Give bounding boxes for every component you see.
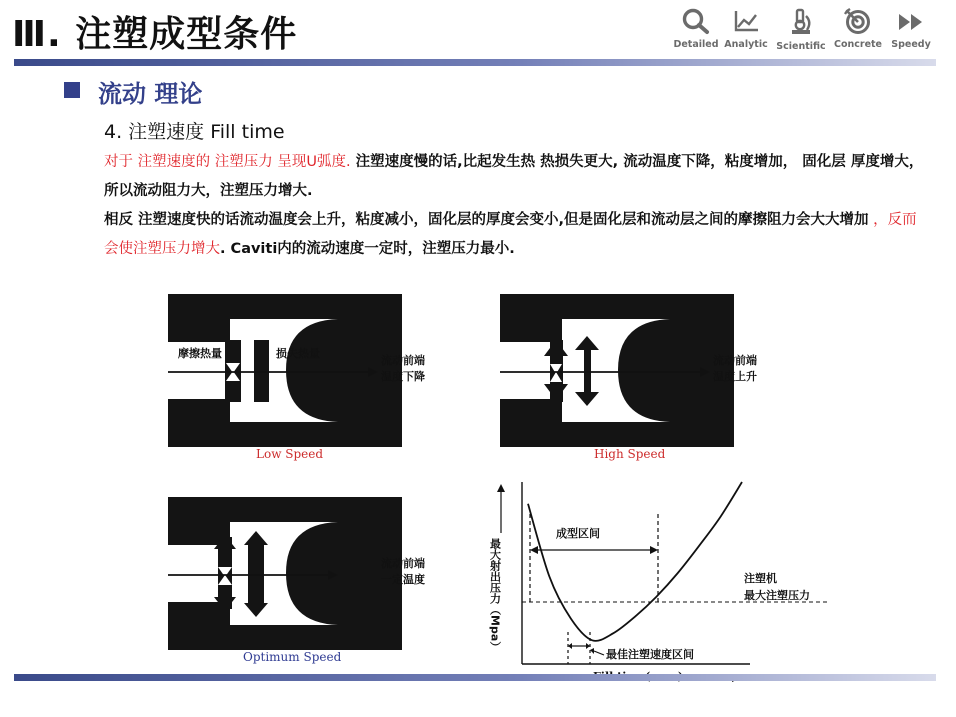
friction-heat-label: 摩擦热量 [178, 347, 222, 360]
high-speed-caption: High Speed [594, 447, 666, 461]
magnifier-icon [681, 8, 711, 34]
optimal-range-label: 最佳注塑速度区间 [606, 648, 694, 661]
header-divider [14, 59, 936, 66]
flow-front-label: 流动前端 [381, 354, 425, 367]
optimum-speed-diagram [168, 497, 425, 651]
low-speed-caption: Low Speed [256, 447, 324, 461]
paragraph-2-body: 相反 注塑速度快的话流动温度会上升，粘度减小，固化层的厚度会变小,但是固化层和流动层之间的摩擦阻力会大大增加 [104, 212, 869, 228]
nav-concrete[interactable] [828, 8, 888, 50]
temp-rise-label: 温度上升 [713, 370, 757, 383]
nav-analytic[interactable] [716, 8, 776, 50]
high-speed-diagram [500, 294, 757, 448]
paragraph-1 [104, 148, 924, 206]
temp-drop-label: 温度下降 [381, 370, 425, 383]
microscope-icon [786, 8, 816, 36]
section-title: 流动 理论 [98, 80, 203, 108]
fast-forward-icon [896, 8, 926, 34]
subsection-title: 4. 注塑速度 Fill time [104, 121, 285, 143]
y-axis-label: 最大射出压力（Mpa） [488, 538, 502, 653]
heat-loss-label: 损失热量 [276, 347, 320, 360]
nav-speedy[interactable] [881, 8, 941, 50]
line-chart-icon [731, 8, 761, 34]
nav-label: Detailed [673, 39, 719, 50]
optimum-speed-caption: Optimum Speed [243, 650, 342, 664]
page-title: Ⅲ. 注塑成型条件 [12, 14, 298, 55]
paragraph-2 [104, 206, 924, 264]
low-speed-diagram [168, 294, 425, 448]
paragraph-1-body: 注塑速度慢的话,比起发生热 热损失更大, 流动温度下降，粘度增加， 固化层 厚度增大，所以流动阻力大，注塑压力增大. [104, 154, 924, 199]
nav-label: Analytic [724, 39, 768, 50]
paragraph-2-tail: . Caviti内的流动速度一定时，注塑压力最小. [220, 241, 515, 257]
paragraph-1-highlight: 对于 注塑速度的 注塑压力 呈现U弧度. [104, 154, 351, 170]
nav-label: Speedy [891, 39, 931, 50]
nav-label: Scientific [776, 41, 826, 52]
pressure-chart [490, 478, 840, 688]
flow-front-label: 流动前端 [713, 354, 757, 367]
target-icon [843, 8, 873, 34]
nav-label: Concrete [833, 39, 882, 50]
machine-label: 注塑机 [744, 572, 777, 585]
pressure-curve [528, 482, 742, 641]
bullet-square-icon [64, 82, 80, 98]
flow-front-label: 流动前端 [381, 557, 425, 570]
constant-temp-label: 一定温度 [381, 573, 425, 586]
footer-divider [14, 674, 936, 681]
paragraph-2-highlight: ，反而会使注塑压力增大 [104, 212, 917, 257]
nav-scientific[interactable] [771, 8, 831, 52]
machine-max-label: 最大注塑压力 [744, 589, 810, 602]
forming-range-label: 成型区间 [556, 527, 600, 540]
